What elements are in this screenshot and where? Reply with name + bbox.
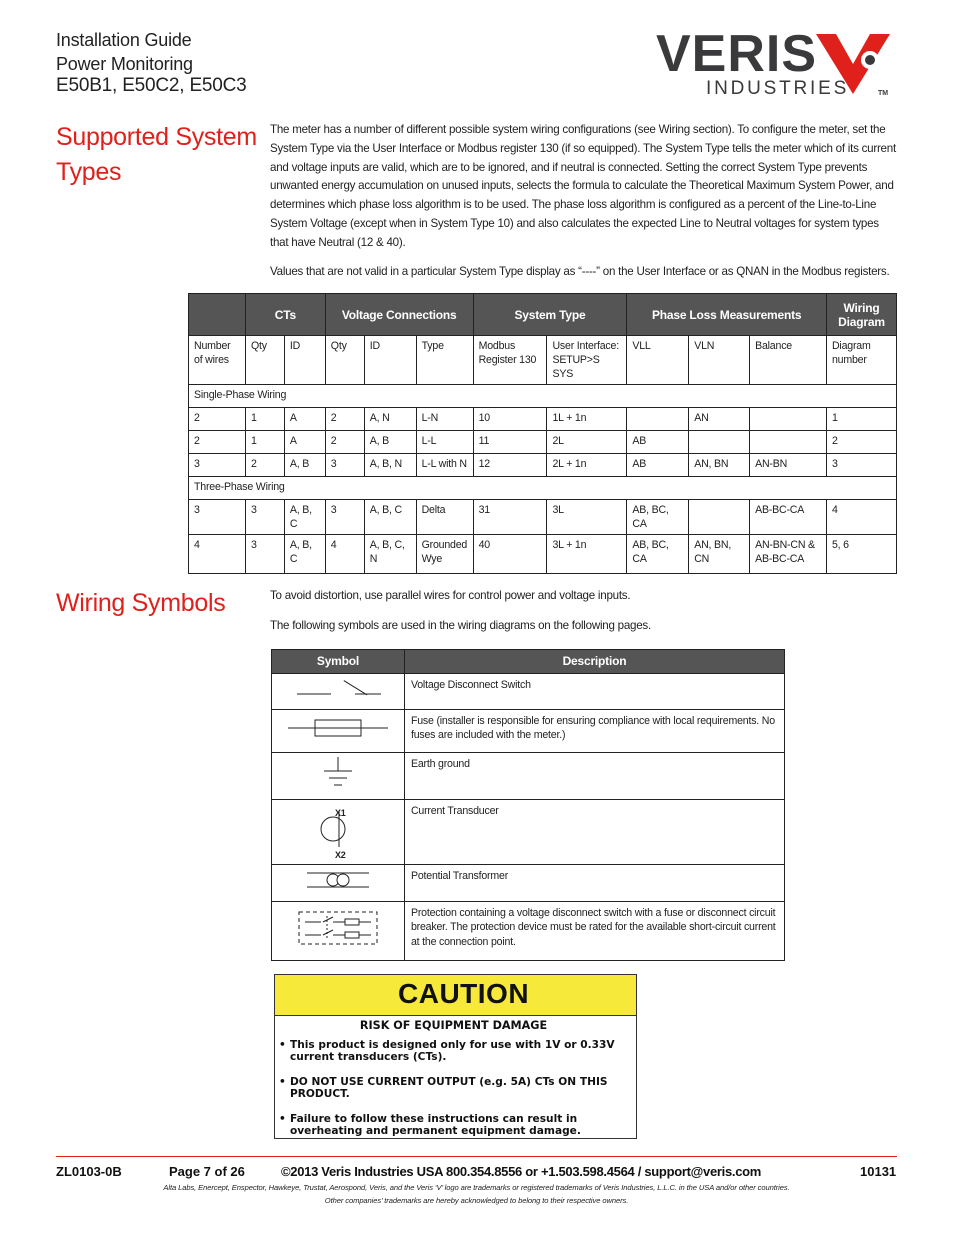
table-row [272, 901, 785, 960]
footer-page-number: Page 7 of 26 [169, 1164, 245, 1179]
table-cell: Grounded Wye [416, 535, 473, 574]
table-cell: 4 [826, 500, 896, 535]
table-cell [689, 431, 750, 454]
supported-paragraph-2: Values that are not valid in a particular System Type display as “----” on the User Interface or as QNAN in the Modbus registers. [270, 265, 890, 278]
table-row [272, 709, 785, 752]
protection-icon [272, 901, 405, 960]
doc-type: Installation Guide [56, 30, 192, 50]
table-row [272, 674, 785, 710]
table-cell: A, B [284, 454, 325, 477]
voltage-disconnect-switch-icon [272, 674, 405, 710]
table-cell [689, 500, 750, 535]
caution-item: • This product is designed only for use with 1V or 0.33V current transducers (CTs). [279, 1039, 628, 1064]
subheader-user-interface: User Interface: SETUP>S SYS [547, 336, 627, 385]
section-title-supported-2: Types [56, 158, 122, 186]
section-title-supported: Supported System [56, 123, 257, 151]
table-cell: A, B, C [284, 500, 325, 535]
footer-trademark-line-1: Alta Labs, Enercept, Enspector, Hawkeye, Trustat, Aerospond, Veris, and the Veris ‘V’ logo are trademarks or registered trademarks of Veris Industries, L.L.C. in the USA and/or other countries. [163, 1183, 790, 1192]
subheader-v-id: ID [364, 336, 416, 385]
subheader-vln: VLN [689, 336, 750, 385]
table-cell: 2 [245, 454, 284, 477]
footer-trademark-line-2: Other companies’ trademarks are hereby acknowledged to belong to their respective owners. [324, 1196, 629, 1205]
table-cell: 5, 6 [826, 535, 896, 574]
symbol-description: Potential Transformer [404, 864, 784, 901]
table-cell: AN, BN [689, 454, 750, 477]
table-cell: 40 [473, 535, 547, 574]
header-wiring-diagram: Wiring Diagram [826, 294, 896, 336]
table-row [272, 799, 785, 864]
subheader-ct-qty: Qty [245, 336, 284, 385]
table-cell: A [284, 431, 325, 454]
table-cell: AB, BC, CA [627, 500, 689, 535]
table-row [189, 500, 897, 535]
table-cell: 3 [189, 454, 246, 477]
doc-subject: Power Monitoring [56, 54, 193, 74]
wiring-symbols-table [271, 649, 785, 961]
table-cell: A, B [364, 431, 416, 454]
table-cell: A [284, 408, 325, 431]
table-cell: AN-BN-CN & AB-BC-CA [750, 535, 827, 574]
table-cell [627, 408, 689, 431]
caution-item-text: Failure to follow these instructions can result in overheating and permanent equipment damage. [290, 1112, 581, 1137]
table-cell: A, B, C, N [364, 535, 416, 574]
symbol-description: Voltage Disconnect Switch [404, 674, 784, 710]
subheader-v-type: Type [416, 336, 473, 385]
footer-divider [56, 1156, 897, 1157]
subheader-modbus: Modbus Register 130 [473, 336, 547, 385]
table-row [189, 408, 897, 431]
subheader-number-wires: Number of wires [189, 336, 246, 385]
current-transducer-icon [272, 799, 405, 864]
symbol-description: Earth ground [404, 752, 784, 799]
table-cell: AN, BN, CN [689, 535, 750, 574]
table-row [189, 454, 897, 477]
table-cell [750, 408, 827, 431]
table-cell: 3 [826, 454, 896, 477]
header-cts: CTs [245, 294, 325, 336]
caution-box [274, 974, 637, 1139]
header-blank [189, 294, 246, 336]
symbol-description: Current Transducer [404, 799, 784, 864]
table-cell: 1 [826, 408, 896, 431]
table-cell: 2 [325, 431, 364, 454]
caution-item: • DO NOT USE CURRENT OUTPUT (e.g. 5A) CTs ON THIS PRODUCT. [279, 1076, 628, 1101]
ct-label-x2: X2 [335, 849, 346, 860]
table-cell: AB, BC, CA [627, 535, 689, 574]
table-cell: 31 [473, 500, 547, 535]
table-cell: 2 [189, 408, 246, 431]
header-symbol: Symbol [272, 650, 405, 674]
table-cell: L-L [416, 431, 473, 454]
model-numbers: E50B1, E50C2, E50C3 [56, 75, 247, 96]
section-title-wiring: Wiring Symbols [56, 589, 226, 617]
table-cell [750, 431, 827, 454]
table-cell: 2 [325, 408, 364, 431]
table-cell: 2 [826, 431, 896, 454]
table-cell: 2L + 1n [547, 454, 627, 477]
table-cell: 3L + 1n [547, 535, 627, 574]
table-cell: A, B, N [364, 454, 416, 477]
wiring-paragraph-1: To avoid distortion, use parallel wires for control power and voltage inputs. [270, 589, 631, 602]
table-cell: 3L [547, 500, 627, 535]
caution-subtitle: RISK OF EQUIPMENT DAMAGE [359, 1019, 548, 1032]
table-cell: L-L with N [416, 454, 473, 477]
table-cell: A, B, C [284, 535, 325, 574]
table-cell: 3 [245, 500, 284, 535]
table-row [272, 864, 785, 901]
footer-doc-number: ZL0103-0B [56, 1164, 122, 1179]
ct-label-x1: X1 [335, 807, 346, 818]
system-types-table [188, 293, 897, 574]
table-row [189, 535, 897, 574]
header-voltage-connections: Voltage Connections [325, 294, 473, 336]
wiring-paragraph-2: The following symbols are used in the wiring diagrams on the following pages. [270, 619, 651, 632]
subheader-diagram-number: Diagram number [826, 336, 896, 385]
caution-header [275, 975, 636, 1016]
fuse-icon [272, 709, 405, 752]
subheader-ct-id: ID [284, 336, 325, 385]
table-cell: 12 [473, 454, 547, 477]
table-cell: L-N [416, 408, 473, 431]
caution-item-text: This product is designed only for use with 1V or 0.33V current transducers (CTs). [290, 1038, 615, 1063]
table-cell: 2 [189, 431, 246, 454]
caution-title: CAUTION [398, 978, 530, 1009]
table-cell: 1 [245, 431, 284, 454]
subheader-vll: VLL [627, 336, 689, 385]
table-cell: AB [627, 454, 689, 477]
table-cell: Delta [416, 500, 473, 535]
table-cell: A, B, C [364, 500, 416, 535]
header-phase-loss: Phase Loss Measurements [627, 294, 827, 336]
logo-trademark: TM [878, 90, 889, 97]
table-cell: 3 [189, 500, 246, 535]
table-cell: AN [689, 408, 750, 431]
caution-item: • Failure to follow these instructions can result in overheating and permanent equipment damage. [279, 1113, 628, 1138]
table-cell: A, N [364, 408, 416, 431]
logo-sub: INDUSTRIES [706, 78, 850, 99]
table-cell: 2L [547, 431, 627, 454]
logo-brand: VERIS [656, 25, 818, 83]
header-system-type: System Type [473, 294, 627, 336]
table-cell: 3 [245, 535, 284, 574]
table-cell: 11 [473, 431, 547, 454]
footer-code: 10131 [860, 1164, 897, 1179]
potential-transformer-icon [272, 864, 405, 901]
group-single-phase: Single-Phase Wiring [189, 385, 897, 408]
subheader-v-qty: Qty [325, 336, 364, 385]
table-cell: 4 [189, 535, 246, 574]
symbol-description: Protection containing a voltage disconnect switch with a fuse or disconnect circuit breaker. The protection device must be rated for the available short-circuit current at the connection point. [404, 901, 784, 960]
table-row [189, 431, 897, 454]
table-cell: 4 [325, 535, 364, 574]
symbol-description: Fuse (installer is responsible for ensuring compliance with local requirements. No fuses are included with the meter.) [404, 709, 784, 752]
caution-item-text: DO NOT USE CURRENT OUTPUT (e.g. 5A) CTs ON THIS PRODUCT. [290, 1075, 608, 1100]
table-cell: AB-BC-CA [750, 500, 827, 535]
table-cell: 1L + 1n [547, 408, 627, 431]
table-cell: 3 [325, 454, 364, 477]
table-cell: 1 [245, 408, 284, 431]
group-three-phase: Three-Phase Wiring [189, 477, 897, 500]
table-cell: AN-BN [750, 454, 827, 477]
veris-logo [652, 25, 902, 102]
table-row [272, 752, 785, 799]
table-cell: 3 [325, 500, 364, 535]
header-description: Description [404, 650, 784, 674]
earth-ground-icon [272, 752, 405, 799]
table-cell: 10 [473, 408, 547, 431]
subheader-balance: Balance [750, 336, 827, 385]
table-cell: AB [627, 431, 689, 454]
supported-paragraph-1: The meter has a number of different possible system wiring configurations (see Wiring section). To configure the meter, set the System Type via the User Interface or Modbus register 130 (if so equipped). The System Type tells the meter which of its current and voltage inputs are valid, which are to be ignored, and if neutral is connected. Setting the correct System Type prevents unwanted energy accumulation on unused inputs, selects the formula to calculate the Theoretical Maximum System Power, and determines which phase loss algorithm is to be used. The phase loss algorithm is configured as a percent of the Line-to-Line System Voltage (except when in System Type 10) and also calculates the expected Line to Neutral voltages for system types that have Neutral (12 & 40). [270, 123, 896, 249]
footer-contact: ©2013 Veris Industries USA 800.354.8556 or +1.503.598.4564 / support@veris.com [281, 1164, 762, 1179]
